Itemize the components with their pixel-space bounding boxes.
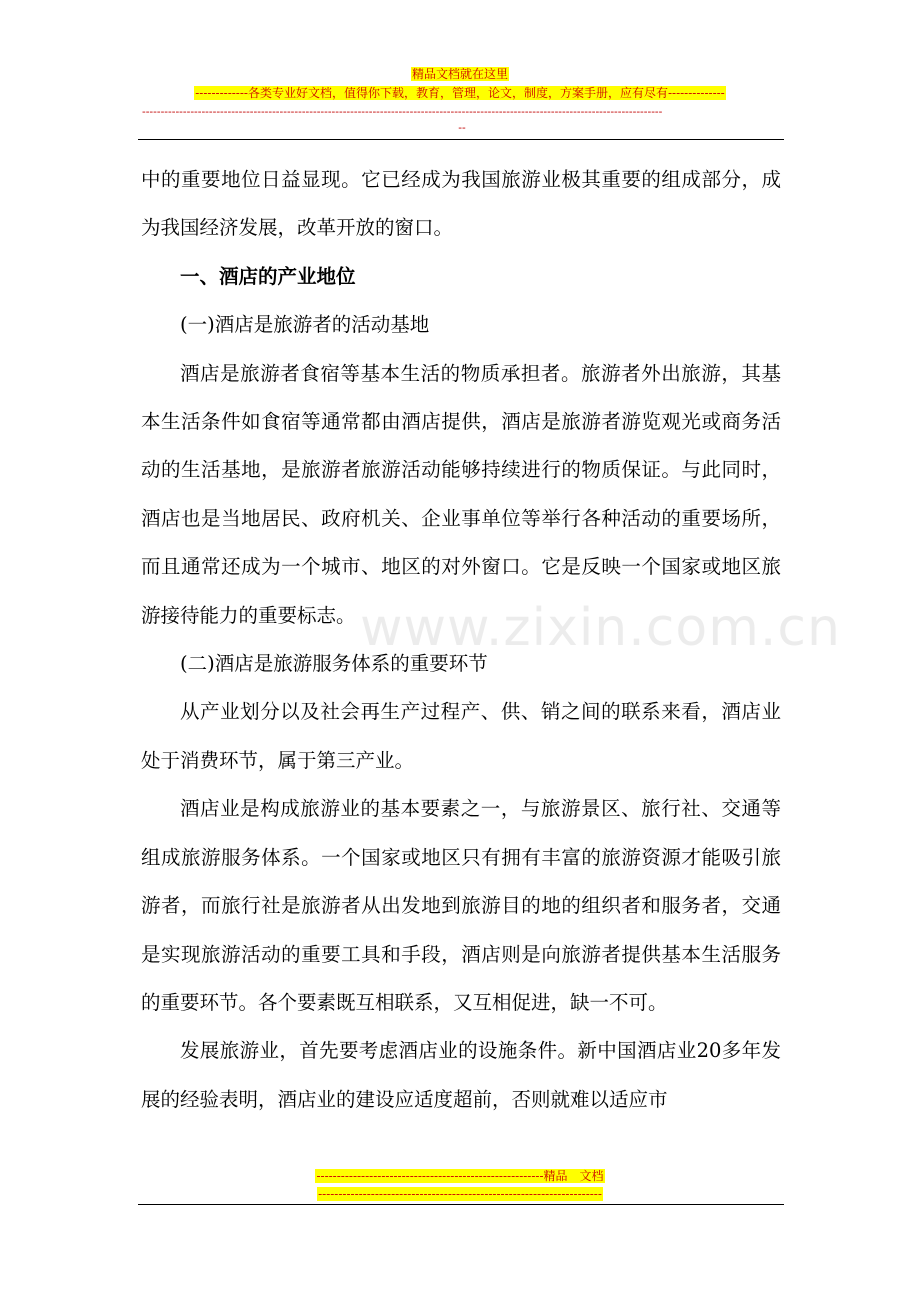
paragraph-development: 发展旅游业，首先要考虑酒店业的设施条件。新中国酒店业20多年发展的经验表明，酒店业的建设应适度超前，否则就难以适应市 xyxy=(141,1039,781,1111)
header-subtitle-text: -------------各类专业好文档，值得你下载，教育，管理，论文，制度，方案手册，应有尽有-------------- xyxy=(195,86,725,100)
header-dash-line: -------------------------------------------------------------------------------------------------------------------------------------------- xyxy=(142,106,663,118)
header-title-text: 精品文档就在这里 xyxy=(411,67,508,81)
paragraph-industry-division: 从产业划分以及社会再生产过程产、供、销之间的联系来看，酒店业处于消费环节，属于第三产业。 xyxy=(141,700,781,772)
footer-banner-line1 xyxy=(290,1168,630,1184)
paragraph-service-system: 酒店业是构成旅游业的基本要素之一，与旅游景区、旅行社、交通等组成旅游服务体系。一个国家或地区只有拥有丰富的旅游资源才能吸引旅游者，而旅行社是旅游者从出发地到旅游目的地的组织者和服务者，交通是实现旅游活动的重要工具和手段，酒店则是向旅游者提供基本生活服务的重要环节。各个要素既互相联系，又互相促进，缺一不可。 xyxy=(141,797,781,1014)
footer-banner-line2 xyxy=(290,1186,630,1202)
section-heading: 一、酒店的产业地位 xyxy=(180,264,356,288)
document-body xyxy=(141,156,781,1124)
watermark: www.zixin.com.cn xyxy=(360,598,841,658)
footer-line2-text: ---------------------------------------------------------------------- xyxy=(318,1187,602,1201)
paragraph-activity-base: 酒店是旅游者食宿等基本生活的物质承担者。旅游者外出旅游，其基本生活条件如食宿等通常都由酒店提供，酒店是旅游者游览观光或商务活动的生活基地，是旅游者旅游活动能够持续进行的物质保证。与此同时，酒店也是当地居民、政府机关、企业事单位等举行各种活动的重要场所，而且通常还成为一个城市、地区的对外窗口。它是反映一个国家或地区旅游接待能力的重要标志。 xyxy=(141,361,781,627)
header-banner-subtitle xyxy=(0,85,920,101)
header-banner-title xyxy=(0,66,920,82)
subsection-heading-1: (一)酒店是旅游者的活动基地 xyxy=(180,313,430,337)
header-dash-tail: -- xyxy=(458,122,466,134)
footer-line1-text: --------------------------------------------------------精品 文档 xyxy=(316,1169,604,1183)
header-rule xyxy=(138,139,784,140)
subsection-heading-2: (二)酒店是旅游服务体系的重要环节 xyxy=(180,652,488,676)
paragraph-continuation: 中的重要地位日益显现。它已经成为我国旅游业极其重要的组成部分，成为我国经济发展，改革开放的窗口。 xyxy=(141,168,781,240)
footer-rule xyxy=(138,1204,784,1205)
